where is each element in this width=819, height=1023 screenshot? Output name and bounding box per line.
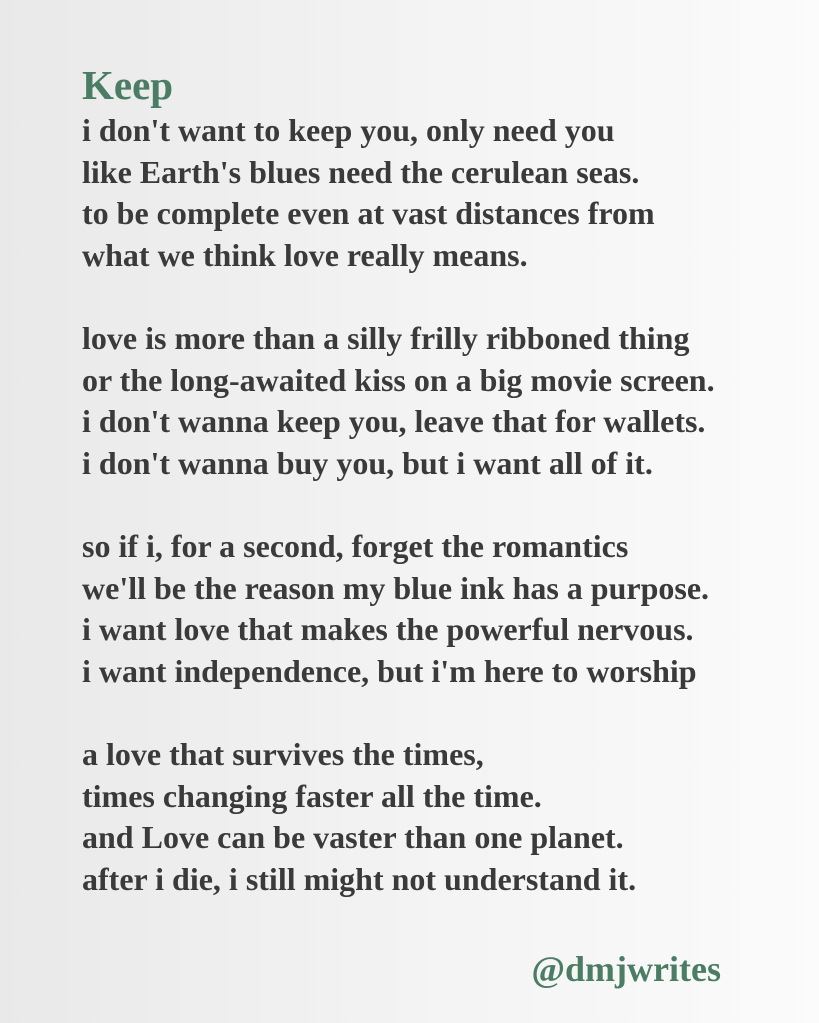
poem-line: to be complete even at vast distances from <box>82 195 655 231</box>
poem-line: we'll be the reason my blue ink has a purpose. <box>82 569 710 606</box>
poem-title: Keep <box>82 62 174 108</box>
stanza-2 <box>82 318 802 484</box>
stanza-4 <box>82 734 802 900</box>
poem-line: or the long-awaited kiss on a big movie screen. <box>82 361 715 398</box>
poem-line: times changing faster all the time. <box>82 777 542 814</box>
poem-line: i don't wanna keep you, leave that for wallets. <box>82 403 706 439</box>
stanza-3 <box>82 526 802 692</box>
poem-line: what we think love really means. <box>82 236 528 273</box>
poem-body <box>82 110 802 942</box>
author-handle: @dmjwrites <box>531 949 721 989</box>
poem-line: i want love that makes the powerful nervous. <box>82 611 694 647</box>
poem-line: i don't want to keep you, only need you <box>82 112 615 148</box>
poem-line: and Love can be vaster than one planet. <box>82 819 624 855</box>
poem-line: after i die, i still might not understand it. <box>82 860 637 897</box>
poem-line: i don't wanna buy you, but i want all of it. <box>82 444 653 481</box>
poem-line: love is more than a silly frilly ribboned thing <box>82 320 690 356</box>
poem-line: i want independence, but i'm here to worship <box>82 652 697 689</box>
poem-line: a love that survives the times, <box>82 736 484 772</box>
stanza-1 <box>82 110 802 276</box>
poem-line: so if i, for a second, forget the romantics <box>82 528 629 564</box>
poem-line: like Earth's blues need the cerulean seas. <box>82 153 640 190</box>
